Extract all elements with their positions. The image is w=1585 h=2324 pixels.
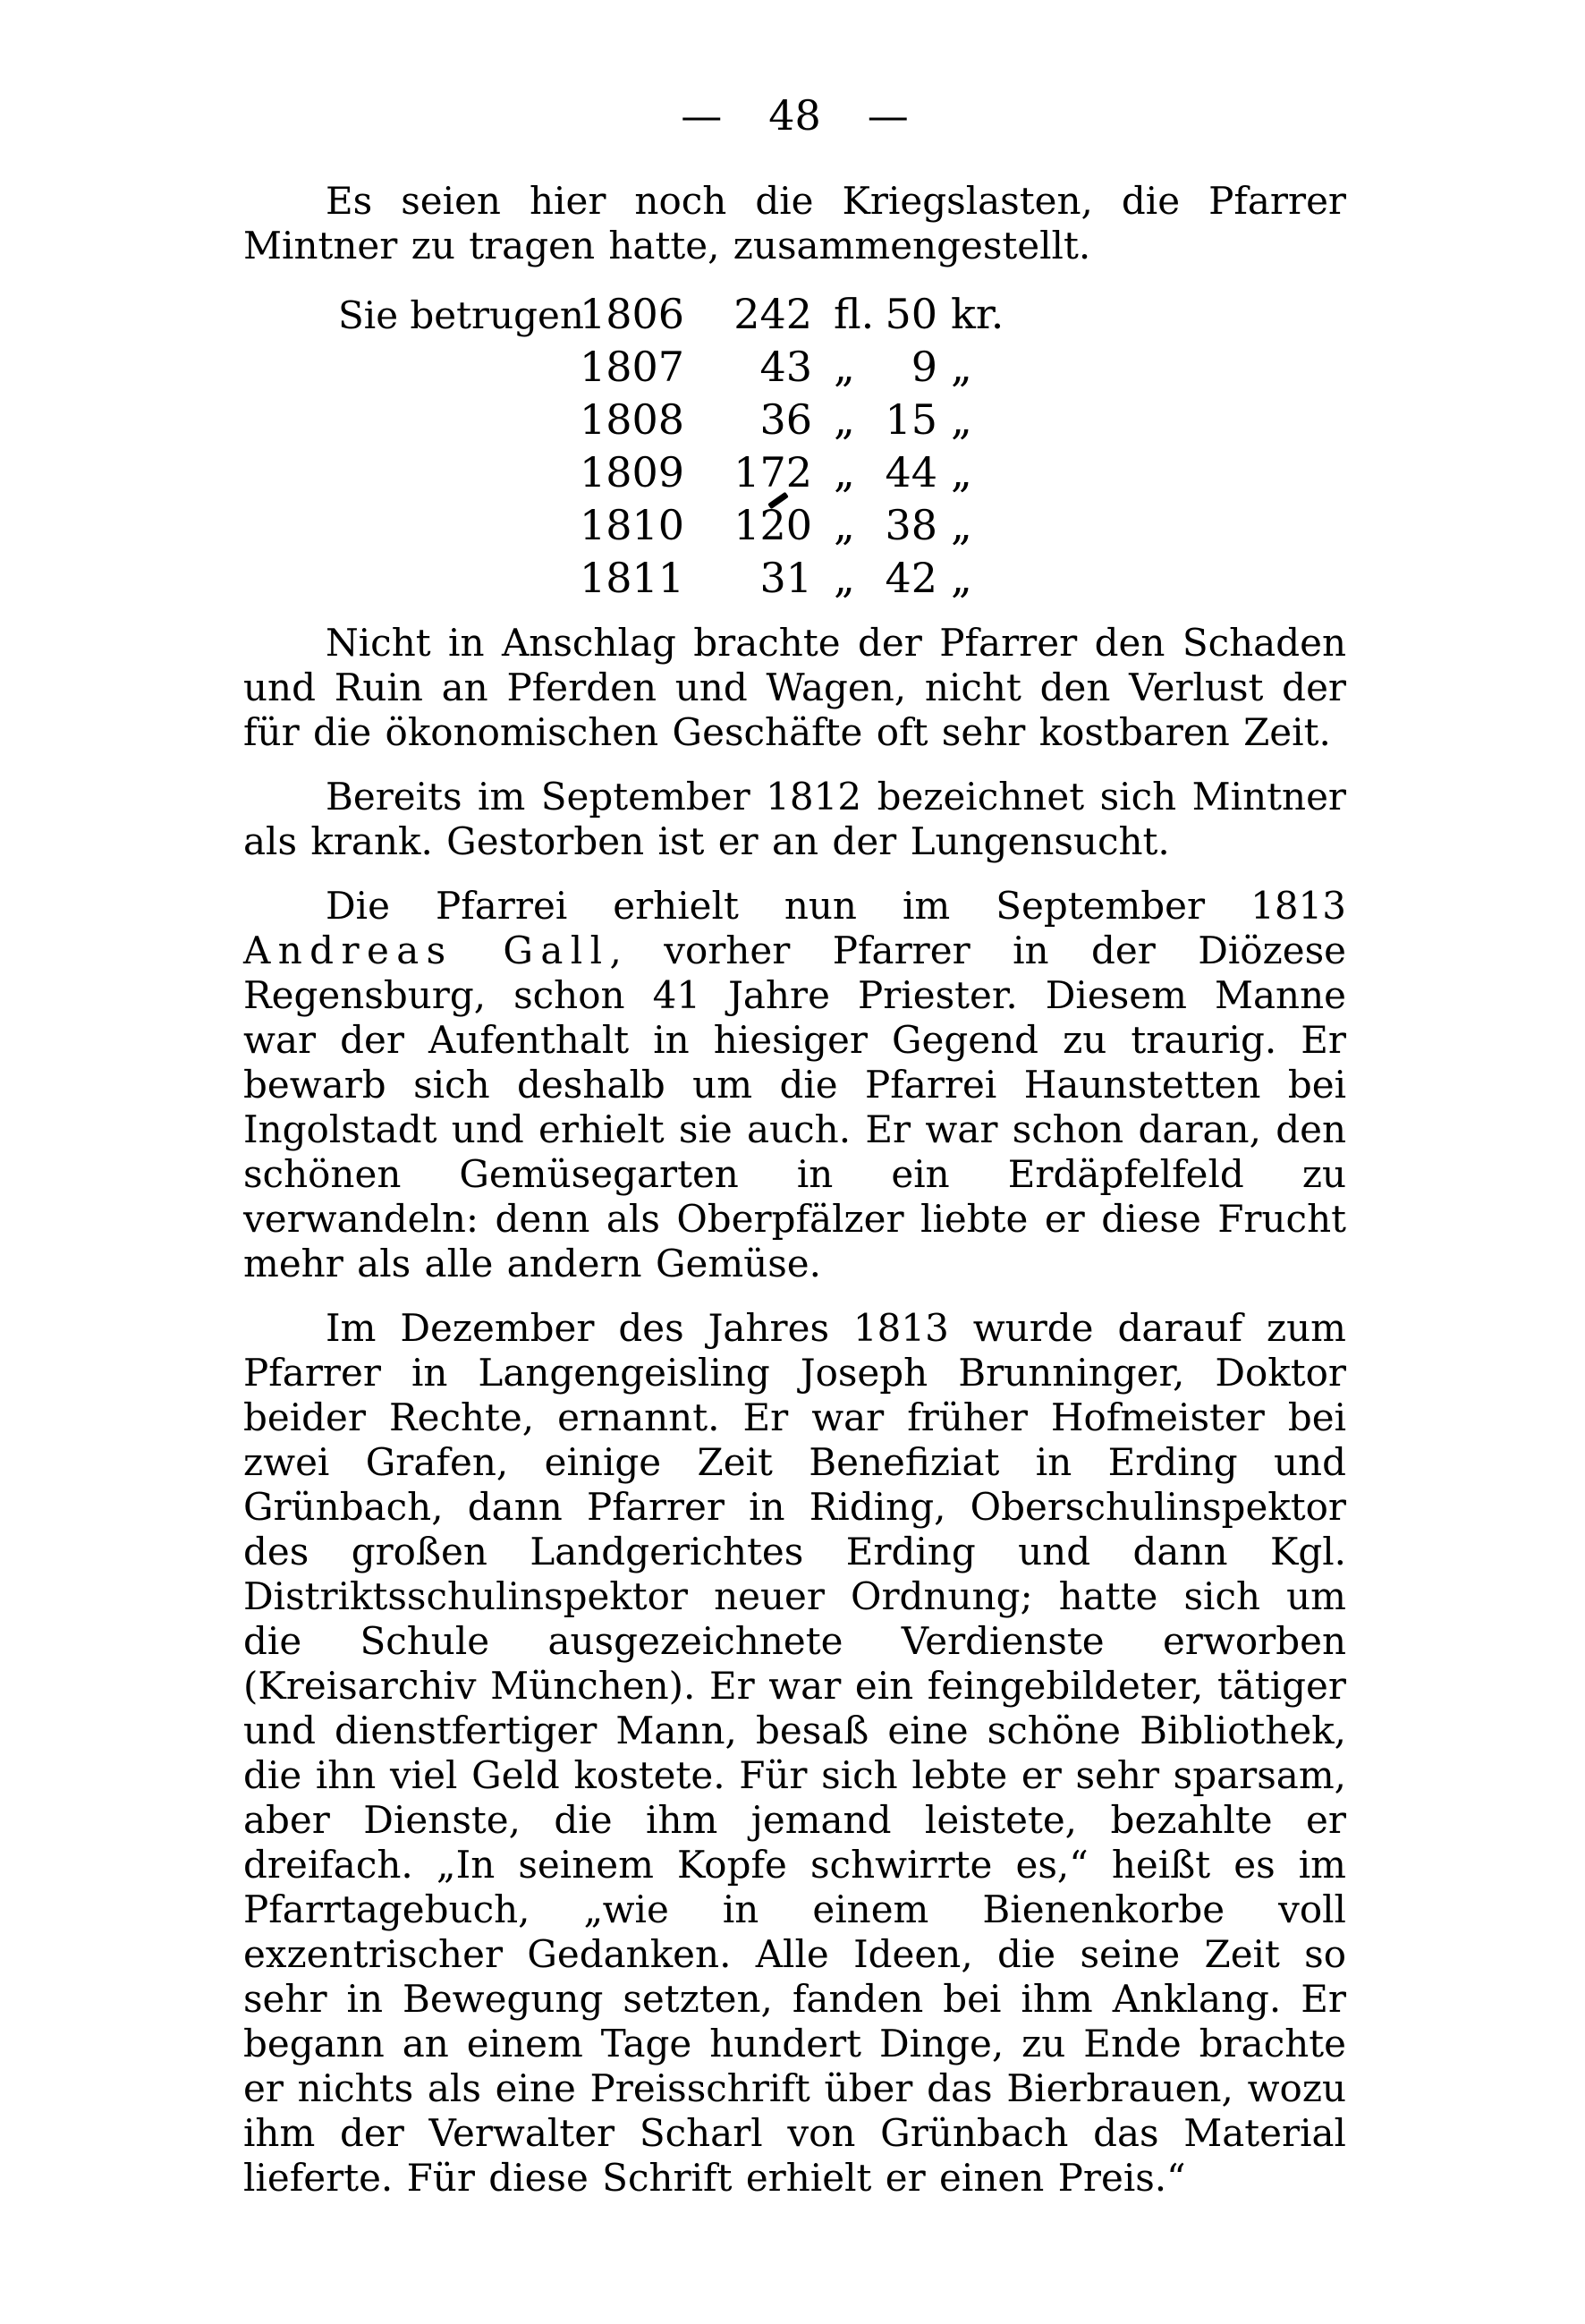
kreuzer-unit-cell: „ <box>951 395 972 444</box>
kreuzer-unit-cell: „ <box>951 501 972 549</box>
kreuzer-unit-cell: „ <box>951 448 972 496</box>
year-cell: 1809 <box>580 448 685 496</box>
header-dash-left: — <box>681 91 723 140</box>
table-row <box>243 341 1346 394</box>
gulden-unit-cell: „ <box>834 343 855 391</box>
year-cell: 1811 <box>580 554 685 602</box>
page-number: 48 <box>768 91 821 140</box>
gulden-unit-cell: „ <box>834 395 855 444</box>
gulden-value-cell: 242 <box>733 290 812 338</box>
gulden-value-cell: 172 <box>733 448 812 496</box>
year-cell: 1810 <box>580 501 685 549</box>
paragraph-brunninger: Im Dezember des Jahres 1813 wurde darauf zum Pfarrer in Langengeisling Joseph Brunninger, Doktor beider Rechte, ernannt. Er war früher Hofmeister bei zwei Grafen, einige Zeit Benefiziat in Erding und Grünbach, dann Pfarrer in Riding, Oberschulinspektor des großen Landgerichtes Erding und dann Kgl. Distriktsschulinspektor neuer Ordnung; hatte sich um die Schule ausgezeichnete Verdienste erworben (Kreisarchiv München). Er war ein feingebildeter, tätiger und dienstfertiger Mann, besaß eine schöne Bibliothek, die ihn viel Geld kostete. Für sich lebte er sehr sparsam, aber Dienste, die ihm jemand leistete, bezahlte er dreifach. „In seinem Kopfe schwirrte es,“ heißt es im Pfarrtagebuch, „wie in einem Bienenkorbe voll exzentrischer Gedanken. Alle Ideen, die seine Zeit so sehr in Bewegung setzten, fanden bei ihm Anklang. Er begann an einem Tage hundert Dinge, zu Ende brachte er nichts als eine Preisschrift über das Bierbrauen, wozu ihm der Verwalter Scharl von Grünbach das Material lieferte. Für diese Schrift erhielt er einen Preis.“ <box>243 1306 1346 2200</box>
kreuzer-value-cell: 50 <box>885 290 937 338</box>
paragraph-segment: Die Pfarrei erhielt nun im September 1813 <box>326 884 1346 928</box>
kreuzer-value-cell: 9 <box>911 343 937 391</box>
table-intro-label: Sie betrugen <box>338 293 584 337</box>
gulden-value-cell: 31 <box>759 554 812 602</box>
kreuzer-unit-cell: „ <box>951 343 972 391</box>
gulden-unit-cell: „ <box>834 501 855 549</box>
table-row <box>243 446 1346 499</box>
table-row <box>243 552 1346 605</box>
year-cell: 1807 <box>580 343 685 391</box>
table-row <box>243 394 1346 446</box>
table-row <box>243 499 1346 552</box>
gulden-value-cell: 36 <box>759 395 812 444</box>
year-cell: 1806 <box>580 290 685 338</box>
gulden-value-cell: 43 <box>759 343 812 391</box>
kreuzer-unit-cell: kr. <box>951 290 1004 338</box>
gulden-unit-cell: „ <box>834 554 855 602</box>
kreuzer-value-cell: 15 <box>885 395 937 444</box>
kreuzer-value-cell: 44 <box>885 448 937 496</box>
paragraph-schaden-und-ruin: Nicht in Anschlag brachte der Pfarrer den Schaden und Ruin an Pferden und Wagen, nicht den Verlust der für die ökonomischen Geschäfte oft sehr kostbaren Zeit. <box>243 621 1346 754</box>
paragraph-andreas-gall <box>243 884 1346 1286</box>
kreuzer-value-cell: 38 <box>885 501 937 549</box>
gulden-unit-cell: „ <box>834 448 855 496</box>
amounts-table <box>243 288 1346 605</box>
table-row <box>243 288 1346 341</box>
gulden-unit-cell: fl. <box>834 290 875 338</box>
paragraph-mintner-krank: Bereits im September 1812 bezeichnet sich Mintner als krank. Gestorben ist er an der Lungensucht. <box>243 775 1346 863</box>
kreuzer-unit-cell: „ <box>951 554 972 602</box>
person-name-andreas-gall: Andreas Gall <box>243 929 610 972</box>
paragraph-segment: , vorher Pfarrer in der Diözese Regensburg, schon 41 Jahre Priester. Diesem Manne war der Aufenthalt in hiesiger Gegend zu traurig. Er bewarb sich deshalb um die Pfarrei Haunstetten bei Ingolstadt und erhielt sie auch. Er war schon daran, den schönen Gemüsegarten in ein Erdäpfelfeld zu verwandeln: denn als Oberpfälzer liebte er diese Frucht mehr als alle andern Gemüse. <box>243 929 1346 1285</box>
text-block <box>243 179 1346 2220</box>
kreuzer-value-cell: 42 <box>885 554 937 602</box>
gulden-value-cell: 120 <box>733 501 812 549</box>
paragraph-kriegslasten-intro: Es seien hier noch die Kriegslasten, die Pfarrer Mintner zu tragen hatte, zusammengestellt. <box>243 179 1346 267</box>
header-dash-right: — <box>867 91 909 140</box>
page-header <box>243 92 1346 139</box>
year-cell: 1808 <box>580 395 685 444</box>
